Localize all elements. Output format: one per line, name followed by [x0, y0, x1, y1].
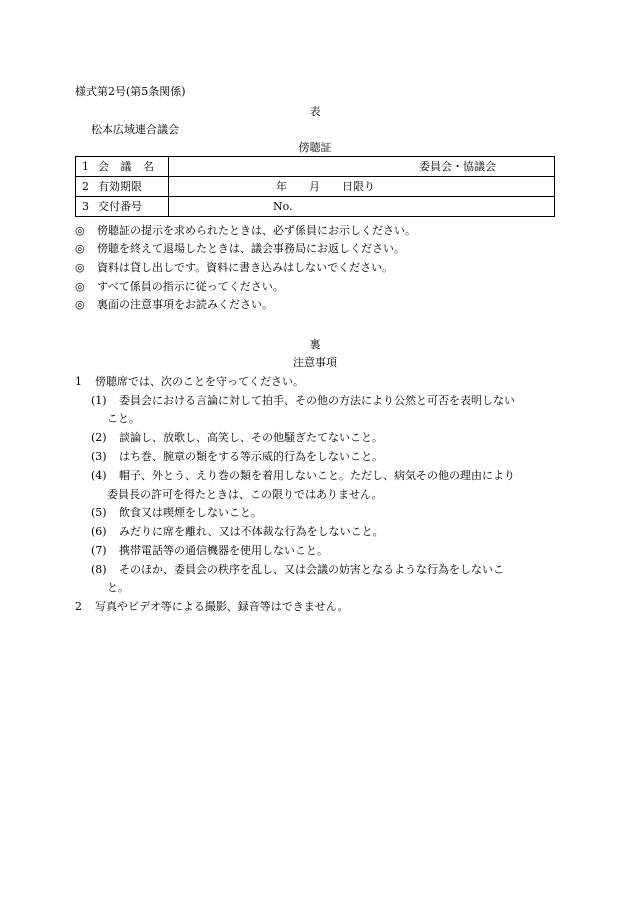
double-circle-icon: ◎ — [75, 261, 85, 274]
list-item-continuation: こと。 — [107, 412, 140, 425]
note-text: 傍聴を終えて退場したときは、議会事務局にお返しください。 — [97, 242, 405, 255]
row-label — [76, 157, 169, 177]
row-label — [76, 197, 169, 217]
row-value-text: 年 月 日限り — [276, 180, 375, 193]
front-label: 表 — [309, 105, 321, 118]
list-item-continuation: 委員長の許可を得たときは、この限りではありません。 — [107, 488, 383, 501]
list-item-continuation: と。 — [107, 581, 129, 594]
note-item — [75, 262, 393, 273]
council-name: 松本広域連合議会 — [91, 123, 179, 136]
double-circle-icon: ◎ — [75, 242, 85, 255]
table-row — [76, 157, 555, 177]
pass-info-table — [75, 156, 555, 217]
section-text: 傍聴席では、次のことを守ってください。 — [95, 375, 304, 388]
note-text: 傍聴証の提示を求められたときは、必ず係員にお示しください。 — [97, 224, 416, 237]
section-1 — [75, 376, 304, 387]
note-text: すべて係員の指示に従ってください。 — [97, 280, 284, 293]
list-item — [91, 564, 504, 575]
row-label-text: 会 議 名 — [98, 160, 158, 173]
item-text: そのほか、委員会の秩序を乱し、又は会議の妨害となるような行為をしないこ — [119, 563, 504, 576]
item-text: 談論し、放歌し、高笑し、その他騒ぎたてないこと。 — [119, 431, 383, 444]
row-value-text: 委員会・協議会 — [419, 160, 496, 173]
list-item — [91, 432, 383, 443]
note-item — [75, 225, 416, 236]
issue-number-value — [169, 197, 555, 217]
item-text: 飲食又は喫煙をしないこと。 — [119, 506, 262, 519]
back-label: 裏 — [309, 338, 321, 351]
row-number: 2 — [82, 180, 89, 193]
note-text: 裏面の注意事項をお読みください。 — [97, 298, 273, 311]
list-item — [91, 395, 515, 406]
double-circle-icon: ◎ — [75, 280, 85, 293]
item-number: (7) — [91, 544, 107, 557]
list-item — [91, 526, 384, 537]
row-value-text: No. — [273, 200, 293, 213]
row-label — [76, 177, 169, 197]
list-item — [91, 470, 515, 481]
item-number: (6) — [91, 525, 107, 538]
list-item — [91, 545, 328, 556]
note-item — [75, 299, 273, 310]
item-text: 帽子、外とう、えり巻の類を着用しないこと。ただし、病気その他の理由により — [119, 469, 515, 482]
expiry-date-value — [169, 177, 555, 197]
item-text: 委員会における言論に対して拍手、その他の方法により公然と可否を表明しない — [119, 394, 515, 407]
item-text: 携帯電話等の通信機器を使用しないこと。 — [119, 544, 328, 557]
row-label-text: 交付番号 — [98, 200, 142, 213]
item-number: (1) — [91, 394, 107, 407]
note-item — [75, 281, 284, 292]
list-item — [91, 507, 262, 518]
meeting-name-value — [169, 157, 555, 177]
double-circle-icon: ◎ — [75, 224, 85, 237]
list-item — [91, 451, 383, 462]
section-number: 1 — [75, 375, 82, 388]
row-number: 3 — [82, 200, 89, 213]
item-number: (3) — [91, 450, 107, 463]
section-number: 2 — [75, 600, 82, 613]
section-text: 写真やビデオ等による撮影、録音等はできません。 — [95, 600, 349, 613]
double-circle-icon: ◎ — [75, 298, 85, 311]
item-number: (8) — [91, 563, 107, 576]
item-number: (4) — [91, 469, 107, 482]
section-2 — [75, 601, 348, 612]
row-label-text: 有効期限 — [98, 180, 142, 193]
form-id: 様式第2号(第5条関係) — [75, 85, 186, 98]
item-number: (2) — [91, 431, 107, 444]
table-row — [76, 177, 555, 197]
table-row — [76, 197, 555, 217]
precautions-title: 注意事項 — [293, 356, 337, 369]
note-text: 資料は貸し出しです。資料に書き込みはしないでください。 — [97, 261, 394, 274]
item-number: (5) — [91, 506, 107, 519]
document-title: 傍聴証 — [298, 141, 332, 154]
item-text: はち巻、腕章の類をする等示威的行為をしないこと。 — [119, 450, 383, 463]
row-number: 1 — [82, 160, 89, 173]
item-text: みだりに席を離れ、又は不体裁な行為をしないこと。 — [119, 525, 384, 538]
note-item — [75, 243, 405, 254]
